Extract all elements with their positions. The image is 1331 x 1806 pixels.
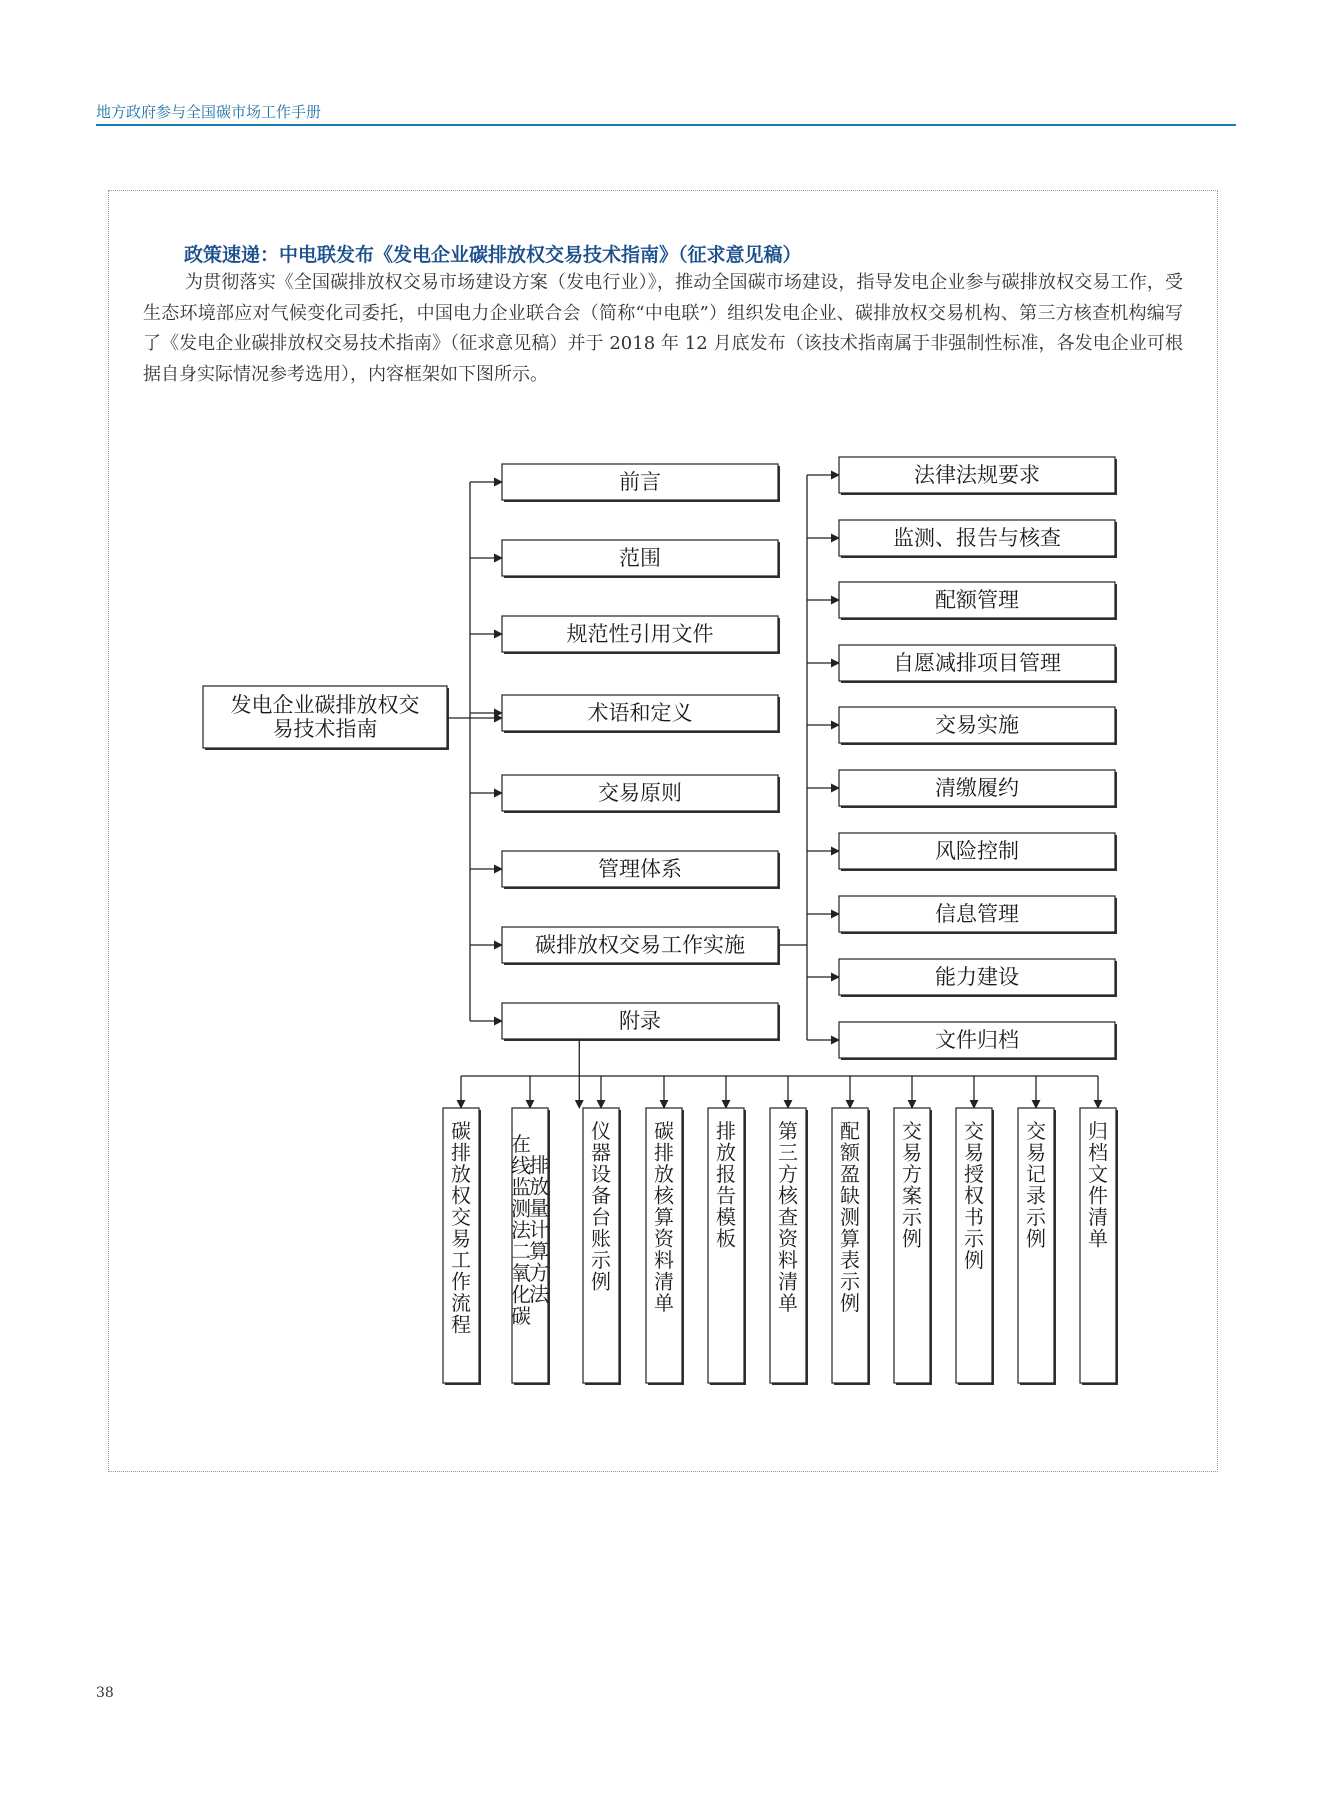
appendix-label-4: 碳排放核算资料清单: [654, 1119, 674, 1315]
appendix-label-3: 仪器设备台账示例: [591, 1119, 611, 1294]
implementation-label-5: 交易实施: [935, 713, 1019, 737]
implementation-label-9: 能力建设: [935, 965, 1019, 989]
chapter-label-7: 碳排放权交易工作实施: [535, 933, 745, 957]
appendix-label-10: 交易记录示例: [1026, 1119, 1046, 1251]
chapter-label-6: 管理体系: [598, 857, 682, 881]
running-header: 地方政府参与全国碳市场工作手册: [96, 103, 322, 121]
implementation-label-3: 配额管理: [935, 588, 1019, 612]
implementation-label-2: 监测、报告与核查: [893, 526, 1061, 550]
appendix-label-2-col-2: 在线监测法二氧化碳: [511, 1132, 531, 1328]
appendix-label-1: 碳排放权交易工作流程: [451, 1119, 471, 1337]
appendix-label-8: 交易方案示例: [902, 1119, 922, 1251]
chapter-label-4: 术语和定义: [587, 701, 693, 725]
implementation-label-8: 信息管理: [935, 902, 1019, 926]
implementation-label-6: 清缴履约: [935, 776, 1019, 800]
chapter-label-8: 附录: [619, 1009, 661, 1033]
chapter-label-5: 交易原则: [598, 781, 682, 805]
appendix-label-2-col-1: 排放量计算方法: [529, 1153, 549, 1306]
box-body: 为贯彻落实《全国碳排放权交易市场建设方案（发电行业）》，推动全国碳市场建设，指导发电企业参与碳排放权交易工作，受生态环境部应对气候变化司委托，中国电力企业联合会（简称“中电联”）组织发电企业、碳排放权交易机构、第三方核查机构编写了《发电企业碳排放权交易技术指南》（征求意见稿）并于 2018 年 12 月底发布（该技术指南属于非强制性标准，各发电企业可根据自身实际情况参考选用），内容框架如下图所示。: [143, 272, 1183, 385]
appendix-label-6: 第三方核查资料清单: [778, 1119, 798, 1315]
root-label-line-2: 易技术指南: [272, 717, 378, 741]
appendix-label-5: 排放报告模板: [716, 1119, 736, 1251]
appendix-label-7: 配额盈缺测算表示例: [840, 1119, 860, 1315]
box-title: 政策速递：中电联发布《发电企业碳排放权交易技术指南》（征求意见稿）: [184, 244, 802, 266]
root-label-line-1: 发电企业碳排放权交: [230, 693, 420, 717]
implementation-label-1: 法律法规要求: [914, 463, 1040, 487]
chapter-label-2: 范围: [619, 546, 661, 570]
appendix-label-11: 归档文件清单: [1088, 1119, 1108, 1251]
implementation-label-7: 风险控制: [935, 839, 1019, 863]
implementation-label-10: 文件归档: [935, 1028, 1019, 1052]
page-number: 38: [96, 1685, 114, 1701]
implementation-label-4: 自愿减排项目管理: [893, 651, 1061, 675]
appendix-label-9: 交易授权书示例: [964, 1119, 984, 1272]
chapter-label-3: 规范性引用文件: [566, 622, 714, 646]
chapter-label-1: 前言: [619, 470, 661, 494]
